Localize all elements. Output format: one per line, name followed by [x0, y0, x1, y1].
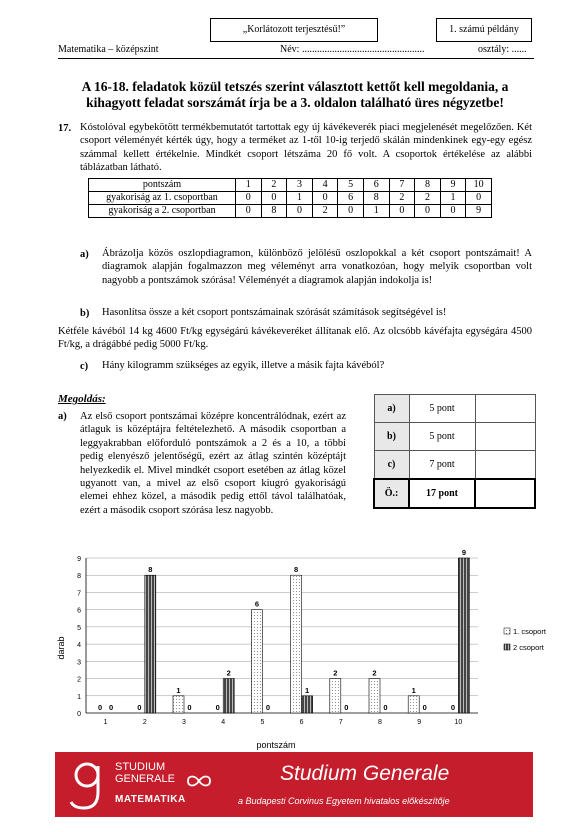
table-cell: 0	[389, 205, 415, 218]
banner-subtitle: a Budapesti Corvinus Egyetem hivatalos előkészítője	[238, 796, 450, 806]
bar-group1	[291, 575, 302, 713]
y-axis-label: darab	[56, 636, 66, 660]
part-a-label: a)	[80, 249, 89, 260]
x-tick-label: 1	[103, 719, 108, 726]
legend-swatch-group1	[504, 628, 510, 634]
class-field-label: osztály: ......	[478, 44, 527, 55]
restricted-label: „Korlátozott terjesztésű!”	[242, 24, 346, 35]
table-cell: 0	[236, 192, 262, 205]
data-label: 0	[109, 703, 114, 712]
score-empty-cell	[475, 479, 535, 508]
score-empty-cell	[475, 395, 535, 423]
data-label: 0	[215, 703, 220, 712]
table-cell: 0	[440, 205, 466, 218]
score-header: 10	[466, 179, 492, 192]
logo-line3: MATEMATIKA	[115, 794, 186, 805]
table-cell: 9	[466, 205, 492, 218]
x-tick-label: 2	[142, 719, 147, 726]
mix-text: Kétféle kávéból 14 kg 4600 Ft/kg egységárú kávékeveréket állítanak elő. Az olcsóbb kávéfajta egységára 4500 Ft/kg, a drágábbé pedig 5000 Ft/kg.	[58, 326, 532, 351]
bar-group1	[251, 610, 262, 713]
bar-group1	[369, 679, 380, 713]
x-tick-label: 10	[454, 719, 463, 726]
part-b-text: Hasonlítsa össze a két csoport pontszámainak szórását számítások segítségével is!	[102, 307, 447, 318]
y-tick-label: 5	[77, 624, 81, 632]
data-label: 8	[294, 565, 299, 575]
x-tick-label: 8	[378, 719, 382, 726]
part-c-text: Hány kilogramm szükséges az egyik, illetve a másik fajta kávéból?	[102, 360, 385, 371]
score-points: 5 pont	[409, 423, 475, 451]
table-cell: 2	[415, 192, 441, 205]
data-label: 1	[411, 685, 416, 695]
score-empty-cell	[475, 451, 535, 480]
score-header: 3	[287, 179, 313, 192]
y-tick-label: 8	[77, 573, 81, 581]
y-tick-label: 9	[77, 556, 81, 563]
data-label: 1	[176, 685, 181, 695]
score-header: 2	[261, 179, 287, 192]
header-rule	[58, 58, 534, 59]
part-a-text: Ábrázolja közös oszlopdiagramon, különböző jelölésű oszlopokkal a két csoport pontszámait! A diagramok alapján fogalmazzon meg véleményt arra vonatkozóan, hogy melyik csoportban volt nagyobb a pontszámok szórása! Véleményét a diagramok alapján indokolja is!	[102, 248, 532, 286]
legend-label-group1: 1. csoport	[513, 627, 546, 636]
g-logo-icon	[65, 758, 109, 812]
row-label: gyakoriság a 2. csoportban	[89, 205, 236, 218]
copy-number-box	[436, 18, 532, 42]
y-tick-label: 7	[77, 590, 81, 598]
score-header: 8	[415, 179, 441, 192]
bar-group1	[330, 679, 341, 713]
score-header: 9	[440, 179, 466, 192]
score-key: a)	[374, 395, 409, 423]
y-tick-label: 2	[77, 676, 81, 684]
data-label: 0	[450, 703, 455, 712]
table-cell: 1	[363, 205, 389, 218]
data-label: 0	[265, 703, 270, 712]
data-label: 8	[148, 565, 153, 575]
chart-legend	[504, 627, 547, 652]
data-label: 0	[98, 703, 103, 712]
score-row	[374, 451, 535, 480]
y-tick-label: 3	[77, 659, 81, 667]
score-points: 7 pont	[409, 451, 475, 480]
table-cell: 1	[440, 192, 466, 205]
table-cell: 6	[338, 192, 364, 205]
x-tick-label: 4	[221, 719, 226, 726]
table-cell: 8	[261, 205, 287, 218]
score-table	[373, 394, 536, 509]
score-header: 5	[338, 179, 364, 192]
x-tick-label: 6	[299, 719, 304, 726]
table-cell: 2	[312, 205, 338, 218]
table-cell: 0	[287, 205, 313, 218]
data-label: 6	[254, 599, 259, 609]
bar-group2	[458, 558, 469, 713]
solution-a-text: Az első csoport pontszámai középre koncentrálódnak, ezért az átlaguk is középtájra feltételezhető. A második csoportban a leggyakrabban előforduló pontszámok a 2 és a 10, a többi pedig elenyésző jelentőségű, ezért az átlag szintén középtájt helyezkedik el. Mivel mindkét csoport esetében az átlag közel ugyanott van, a mivel az első csoport kiugró gyakoriságú elemei ehhez közel, a második pedig ettől távol találhatóak, ezért a második csoport szórása lesz nagyobb.	[80, 411, 346, 516]
logo-line2: GENERALE	[115, 773, 175, 785]
y-tick-label: 6	[77, 607, 81, 615]
score-row	[374, 423, 535, 451]
score-points: 17 pont	[409, 479, 475, 508]
part-b-label: b)	[80, 308, 90, 319]
infinity-icon	[185, 774, 213, 788]
bar-group2	[223, 679, 234, 713]
x-tick-label: 5	[260, 719, 265, 726]
table-header-label: pontszám	[89, 179, 236, 192]
problem-text: Kóstolóval egybekötött termékbemutatót tartottak egy új kávékeverék piaci megjelenését megelőzően. Két csoport véleményét kérték úgy, hogy a terméket az 1-től 10-ig terjedő skálán mindenkinek egy-egy egész számmal kellett értékelnie. Mindkét csoport létszáma 20 fő volt. A csoportok értékelése az alábbi táblázatban látható.	[80, 122, 532, 174]
copy-number-label: 1. számú példány	[449, 24, 519, 35]
data-label: 0	[383, 703, 388, 712]
data-label: 0	[422, 703, 427, 712]
x-tick-label: 7	[338, 719, 343, 726]
data-label: 0	[344, 703, 349, 712]
table-cell: 8	[363, 192, 389, 205]
row-label: gyakoriság az 1. csoportban	[89, 192, 236, 205]
score-key: c)	[374, 451, 409, 480]
frequency-table	[88, 178, 492, 218]
table-cell: 0	[415, 205, 441, 218]
chart-labels	[77, 548, 466, 726]
data-label: 9	[461, 548, 466, 557]
table-cell: 0	[236, 205, 262, 218]
table-cell: 2	[389, 192, 415, 205]
solution-a-label: a)	[58, 411, 67, 422]
y-tick-label: 4	[77, 642, 81, 650]
score-key: b)	[374, 423, 409, 451]
problem-number: 17.	[58, 123, 72, 134]
score-header: 7	[389, 179, 415, 192]
restricted-box	[210, 18, 378, 42]
data-label: 0	[137, 703, 142, 712]
banner-title: Studium Generale	[280, 762, 450, 785]
bar-group2	[145, 575, 156, 713]
score-empty-cell	[475, 423, 535, 451]
table-cell: 0	[466, 192, 492, 205]
part-c-label: c)	[80, 361, 89, 372]
name-field-label: Név: .................................................	[280, 44, 425, 55]
legend-label-group2: 2 csoport	[513, 643, 544, 652]
table-row	[89, 205, 492, 218]
data-label: 2	[226, 668, 231, 678]
y-tick-label: 0	[77, 711, 81, 718]
table-cell: 0	[312, 192, 338, 205]
bar-group1	[173, 696, 184, 713]
data-label: 0	[187, 703, 192, 712]
bar-chart	[58, 548, 578, 753]
instruction-heading: A 16-18. feladatok közül tetszés szerint választott kettőt kell megoldania, a kihagyott feladat sorszámát írja be a 3. oldalon található üres négyzetbe!	[81, 79, 509, 110]
bar-group1	[408, 696, 419, 713]
score-points: 5 pont	[409, 395, 475, 423]
data-label: 2	[333, 668, 338, 678]
table-row	[89, 192, 492, 205]
x-axis-label: pontszám	[256, 740, 296, 750]
legend-swatch-group2	[504, 644, 510, 650]
solution-heading: Megoldás:	[58, 393, 106, 405]
score-total-row	[374, 479, 535, 508]
logo-line1: STUDIUM	[115, 761, 166, 773]
y-tick-label: 1	[77, 693, 81, 701]
score-header: 4	[312, 179, 338, 192]
data-label: 2	[372, 668, 377, 678]
score-row	[374, 395, 535, 423]
table-header-row	[89, 179, 492, 192]
data-label: 1	[305, 685, 310, 695]
subject-label: Matematika – középszint	[58, 44, 159, 55]
score-key: Ö.:	[374, 479, 409, 508]
table-cell: 0	[261, 192, 287, 205]
score-header: 1	[236, 179, 262, 192]
x-tick-label: 3	[182, 719, 186, 726]
score-header: 6	[363, 179, 389, 192]
studium-generale-banner	[55, 752, 533, 817]
table-cell: 0	[338, 205, 364, 218]
bar-group2	[302, 696, 313, 713]
table-cell: 1	[287, 192, 313, 205]
x-tick-label: 9	[417, 719, 422, 726]
